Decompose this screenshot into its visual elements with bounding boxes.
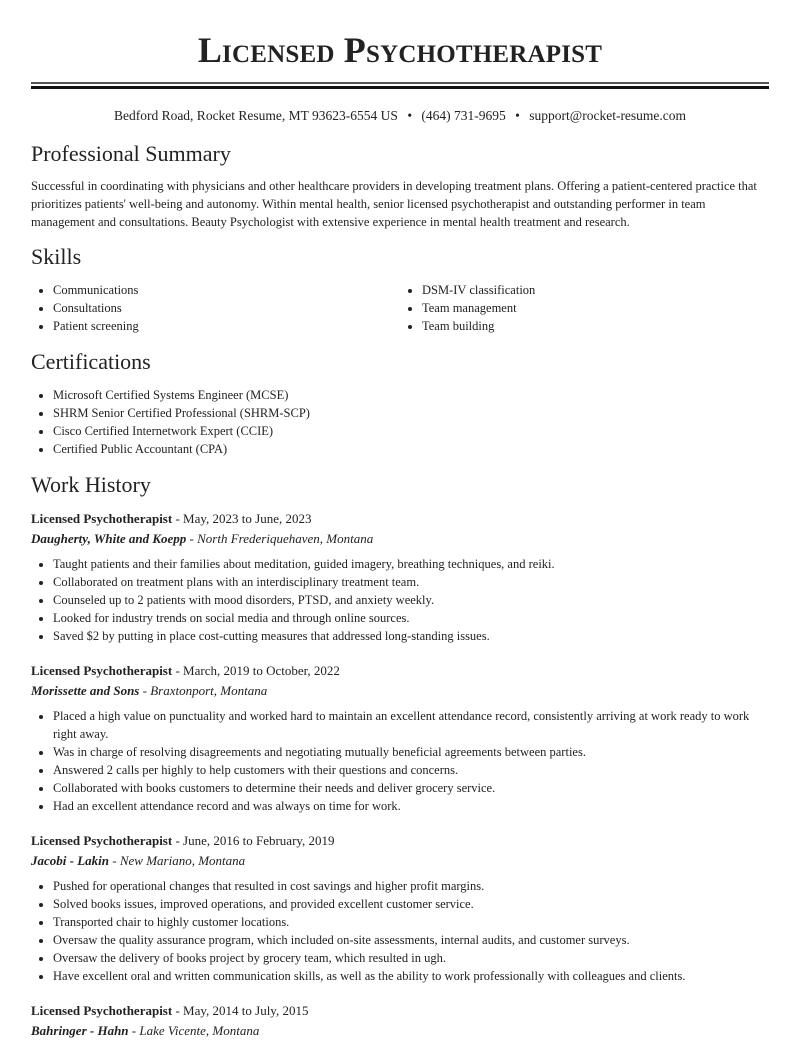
contact-address: Bedford Road, Rocket Resume, MT 93623-6554 US — [113, 108, 398, 123]
job-company: Morissette and Sons — [31, 683, 140, 698]
skills-list-left — [31, 281, 400, 335]
divider-thick — [31, 86, 769, 89]
job-company: Jacobi - Lakin — [31, 853, 109, 868]
divider-thin — [31, 82, 769, 84]
resume-title: Licensed Psychotherapist — [197, 30, 603, 70]
job-bullet: • Was in charge of resolving disagreements and negotiating mutually beneficial agreements between parties. — [53, 743, 769, 761]
job-bullet: • Transported chair to highly customer locations. — [53, 913, 769, 931]
job-dates: - May, 2023 to June, 2023 — [172, 511, 312, 526]
job-bullet: • Saved $2 by putting in place cost-cutting measures that addressed long-standing issues. — [53, 627, 769, 645]
skill-item: • Team management — [422, 299, 769, 317]
job-location: - North Frederiquehaven, Montana — [186, 531, 374, 546]
skill-item: • Communications — [53, 281, 400, 299]
contact-line — [31, 106, 769, 126]
job-entry — [31, 661, 769, 815]
job-company: Bahringer - Hahn — [31, 1023, 129, 1038]
certification-item: • Certified Public Accountant (CPA) — [53, 440, 769, 458]
skill-item: • Team building — [422, 317, 769, 335]
work-history-heading: Work History — [31, 472, 151, 497]
job-bullets — [31, 707, 769, 815]
job-dates: - March, 2019 to October, 2022 — [172, 663, 340, 678]
job-bullet: • Oversaw the delivery of books project by grocery team, which resulted in ugh. — [53, 949, 769, 967]
bullet-separator: • — [515, 108, 520, 123]
contact-email: support@rocket-resume.com — [529, 108, 687, 123]
certifications-section — [31, 347, 769, 458]
job-title: Licensed Psychotherapist — [31, 663, 173, 678]
job-bullet: • Taught patients and their families about meditation, guided imagery, breathing techniques, and reiki. — [53, 555, 769, 573]
job-bullet: • Collaborated on treatment plans with an interdisciplinary treatment team. — [53, 573, 769, 591]
certifications-list — [31, 386, 769, 458]
job-bullet: • Have excellent oral and written communication skills, as well as the ability to work professionally with colleagues and clients. — [53, 967, 769, 985]
certification-item: • Microsoft Certified Systems Engineer (MCSE) — [53, 386, 769, 404]
job-entry — [31, 509, 769, 645]
job-bullet: • Answered 2 calls per highly to help customers with their questions and concerns. — [53, 761, 769, 779]
job-entry — [31, 1001, 769, 1041]
job-bullet: • Had an excellent attendance record and was always on time for work. — [53, 797, 769, 815]
job-dates: - June, 2016 to February, 2019 — [172, 833, 335, 848]
job-location: - Braxtonport, Montana — [139, 683, 268, 698]
job-title: Licensed Psychotherapist — [31, 833, 173, 848]
work-history-section — [31, 470, 769, 1041]
job-bullet: • Pushed for operational changes that resulted in cost savings and higher profit margins. — [53, 877, 769, 895]
certifications-heading: Certifications — [31, 349, 151, 374]
skill-item: • Patient screening — [53, 317, 400, 335]
skill-item: • DSM-IV classification — [422, 281, 769, 299]
job-bullets — [31, 877, 769, 985]
job-bullet: • Oversaw the quality assurance program, which included on-site assessments, internal audits, and customer surveys. — [53, 931, 769, 949]
job-bullet: • Counseled up to 2 patients with mood disorders, PTSD, and anxiety weekly. — [53, 591, 769, 609]
skills-section — [31, 242, 769, 335]
summary-section — [31, 139, 769, 231]
job-bullet: • Looked for industry trends on social media and through online sources. — [53, 609, 769, 627]
job-bullet: • Placed a high value on punctuality and worked hard to maintain an excellent attendance record, consistently arriving at work ready to work right away. — [53, 707, 769, 743]
job-title: Licensed Psychotherapist — [31, 1003, 173, 1018]
job-company: Daugherty, White and Koepp — [31, 531, 187, 546]
certification-item: • SHRM Senior Certified Professional (SHRM-SCP) — [53, 404, 769, 422]
job-bullet: • Collaborated with books customers to determine their needs and deliver grocery service. — [53, 779, 769, 797]
job-bullets — [31, 555, 769, 645]
job-bullet: • Solved books issues, improved operations, and provided excellent customer service. — [53, 895, 769, 913]
summary-heading: Professional Summary — [31, 141, 231, 166]
bullet-separator: • — [407, 108, 413, 123]
job-title: Licensed Psychotherapist — [31, 511, 173, 526]
job-entry — [31, 831, 769, 985]
contact-phone: (464) 731-9695 — [421, 108, 506, 123]
skills-heading: Skills — [31, 244, 82, 269]
certification-item: • Cisco Certified Internetwork Expert (CCIE) — [53, 422, 769, 440]
job-location: - Lake Vicente, Montana — [128, 1023, 260, 1038]
skills-list-right — [400, 281, 769, 335]
summary-text: Successful in coordinating with physicians and other healthcare providers in developing treatment plans. Offering a patient-centered practice that prioritizes patients' well-being and autonomy. Within mental health, senior licensed psychotherapist and outstanding performer in team management and consultations. Beauty Psychologist with extensive experience in mental health treatment and research. — [31, 179, 757, 229]
header-divider — [31, 82, 769, 89]
job-dates: - May, 2014 to July, 2015 — [172, 1003, 309, 1018]
job-location: - New Mariano, Montana — [109, 853, 246, 868]
skill-item: • Consultations — [53, 299, 400, 317]
